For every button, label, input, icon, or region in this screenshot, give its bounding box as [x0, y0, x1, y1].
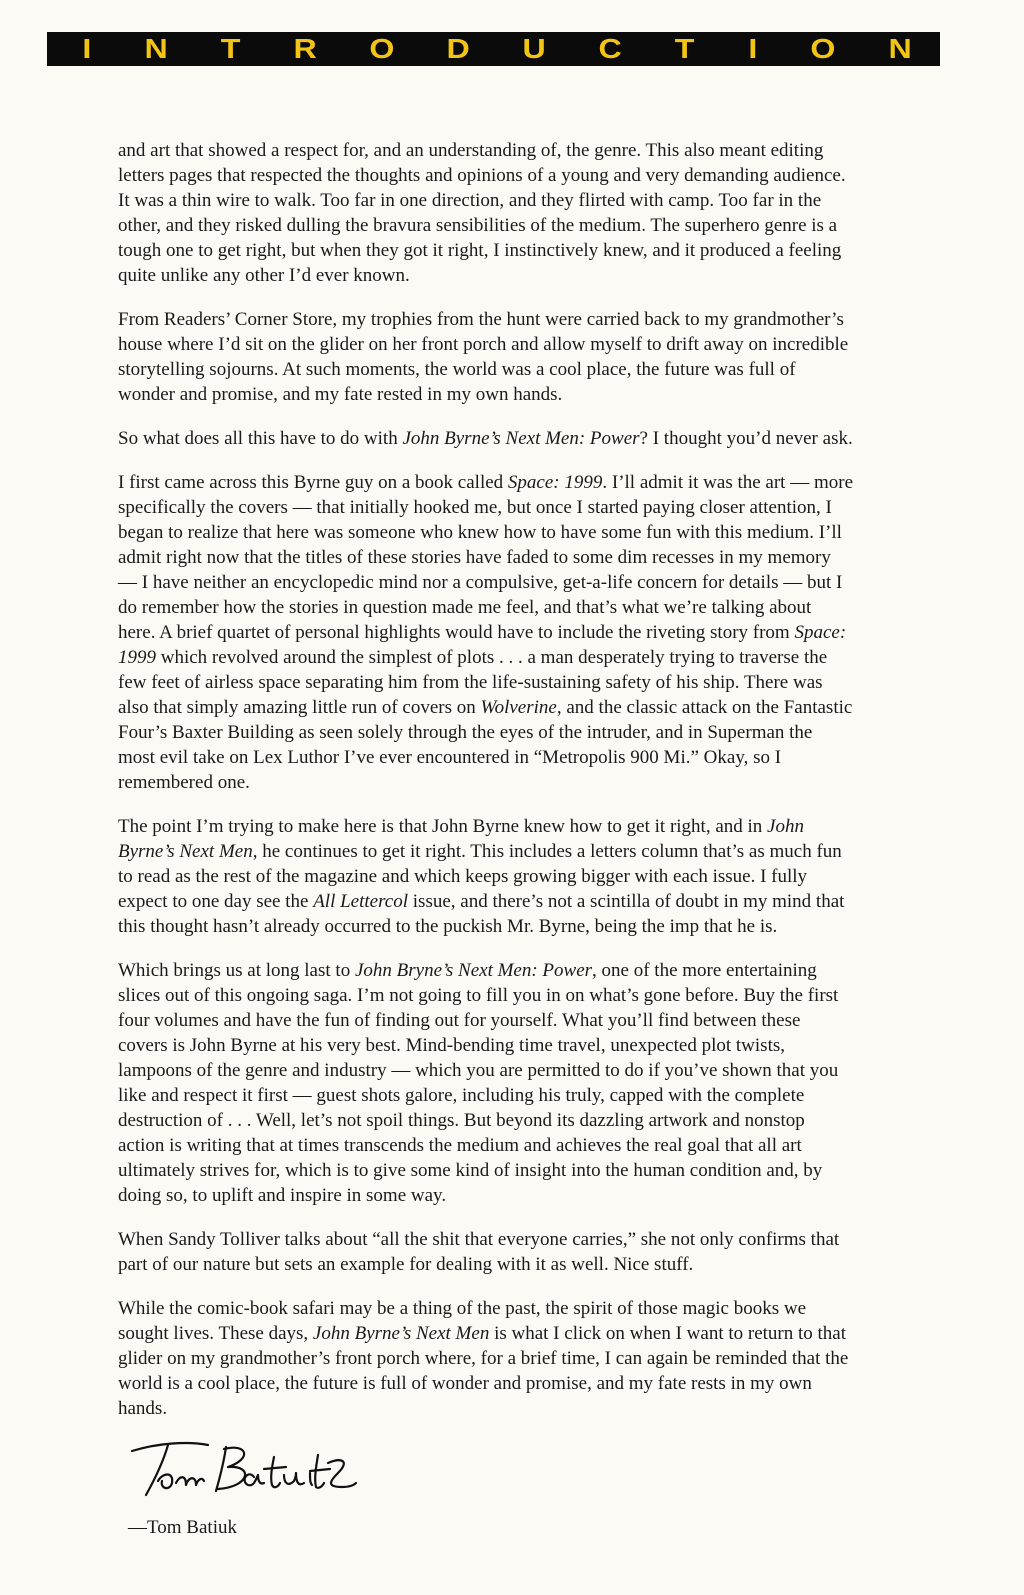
paragraph-text: When Sandy Tolliver talks about “all the shit that everyone carries,” she not only confirms that part of our nature but sets an example for dealing with it as well. Nice stuff. [118, 1229, 840, 1275]
signature-image [128, 1437, 358, 1501]
header-letter: T [221, 33, 241, 64]
title-reference: Space: 1999 [118, 622, 847, 668]
article-paragraph [118, 1296, 853, 1421]
paragraph-text: While the comic-book safari may be a thing of the past, the spirit of those magic books we sought lives. These days, [118, 1298, 807, 1344]
header-letter: C [598, 33, 622, 64]
header-letter: N [888, 33, 912, 64]
paragraph-text: is what I click on when I want to return to that glider on my grandmother’s front porch where, for a brief time, I can again be reminded that the world is a cool place, the future is full of wonder and promise, and my fate rests in my own hands. [118, 1323, 849, 1419]
paragraph-text: . I’ll admit it was the art — more specifically the covers — that initially hooked me, but once I started paying closer attention, I began to realize that here was someone who knew how to have some fun with this medium. I’ll admit right now that the titles of these stories have faded to some dim recesses in my memory — I have neither an encyclopedic mind nor a compulsive, get-a-life concern for details — but I do remember how the stories in question made me feel, and that’s what we’re talking about here. A brief quartet of personal highlights would have to include the riveting story from [118, 472, 854, 643]
paragraph-text: From Readers’ Corner Store, my trophies from the hunt were carried back to my grandmother’s house where I’d sit on the glider on her front porch and allow myself to drift away on incredible storytelling sojourns. At such moments, the world was a cool place, the future was full of wonder and promise, and my fate rested in my own hands. [118, 309, 849, 405]
author-byline: —Tom Batiuk [128, 1517, 237, 1538]
title-reference: John Byrne’s Next Men: Power [402, 428, 640, 449]
title-reference: Wolverine [480, 697, 557, 718]
paragraph-text: , and the classic attack on the Fantastic Four’s Baxter Building as seen solely through the eyes of the intruder, and in Superman the most evil take on Lex Luthor I’ve ever encountered in “Metropolis 900 Mi.” Okay, so I remembered one. [118, 697, 853, 793]
header-letter: O [369, 33, 395, 64]
header-letter: I [748, 33, 758, 64]
paragraph-text: issue, and there’s not a scintilla of doubt in my mind that this thought hasn’t already occurred to the puckish Mr. Byrne, being the imp that he is. [118, 891, 845, 937]
article-body [118, 138, 853, 1440]
paragraph-text: I first came across this Byrne guy on a book called [118, 472, 508, 493]
section-header-bar [47, 32, 940, 66]
article-paragraph [118, 470, 853, 795]
header-letter: I [82, 33, 92, 64]
paragraph-text: , he continues to get it right. This includes a letters column that’s as much fun to read as the rest of the magazine and which keeps growing bigger with each issue. I fully expect to one day see the [118, 841, 842, 912]
article-paragraph [118, 307, 853, 407]
paragraph-text: ? I thought you’d never ask. [639, 428, 853, 449]
header-letter: O [810, 33, 836, 64]
article-paragraph [118, 138, 853, 288]
paragraph-text: , one of the more entertaining slices out of this ongoing saga. I’m not going to fill you in on what’s gone before. Buy the first four volumes and have the fun of finding out for yourself. What you’ll find between these covers is John Byrne at his very best. Mind-bending time travel, unexpected plot twists, lampoons of the genre and industry — which you are permitted to do if you’ve shown that you like and respect it first — guest shots galore, including his truly, capped with the complete destruction of . . . Well, let’s not spoil things. But beyond its dazzling artwork and nonstop action is writing that at times transcends the medium and achieves the real goal that all art ultimately strives for, which is to give some kind of insight into the human condition and, by doing so, to uplift and inspire in some way. [118, 960, 839, 1206]
header-letter: D [446, 33, 471, 64]
article-paragraph [118, 426, 853, 451]
title-reference: John Byrne’s Next Men [118, 816, 804, 862]
article-paragraph [118, 814, 853, 939]
paragraph-text: The point I’m trying to make here is that John Byrne knew how to get it right, and in [118, 816, 768, 837]
paragraph-text: Which brings us at long last to [118, 960, 355, 981]
header-letter: R [293, 33, 317, 64]
header-letter: T [674, 33, 695, 64]
title-reference: Space: 1999 [507, 472, 603, 493]
title-reference: John Bryne’s Next Men: Power [354, 960, 593, 981]
header-letter: N [144, 33, 169, 64]
paragraph-text: So what does all this have to do with [118, 428, 403, 449]
paragraph-text: which revolved around the simplest of plots . . . a man desperately trying to traverse the few feet of airless space separating him from the life-sustaining safety of his ship. There was also that simply amazing little run of covers on [118, 647, 828, 718]
article-paragraph [118, 958, 853, 1208]
title-reference: All Lettercol [313, 891, 409, 912]
title-reference: John Byrne’s Next Men [312, 1323, 490, 1344]
article-paragraph [118, 1227, 853, 1277]
paragraph-text: and art that showed a respect for, and an understanding of, the genre. This also meant editing letters pages that respected the thoughts and opinions of a young and very demanding audience. It was a thin wire to walk. Too far in one direction, and they flirted with camp. Too far in the other, and they risked dulling the bravura sensibilities of the medium. The superhero genre is a tough one to get right, but when they got it right, I instinctively knew, and it produced a feeling quite unlike any other I’d ever known. [118, 140, 846, 286]
header-letter: U [522, 33, 547, 64]
